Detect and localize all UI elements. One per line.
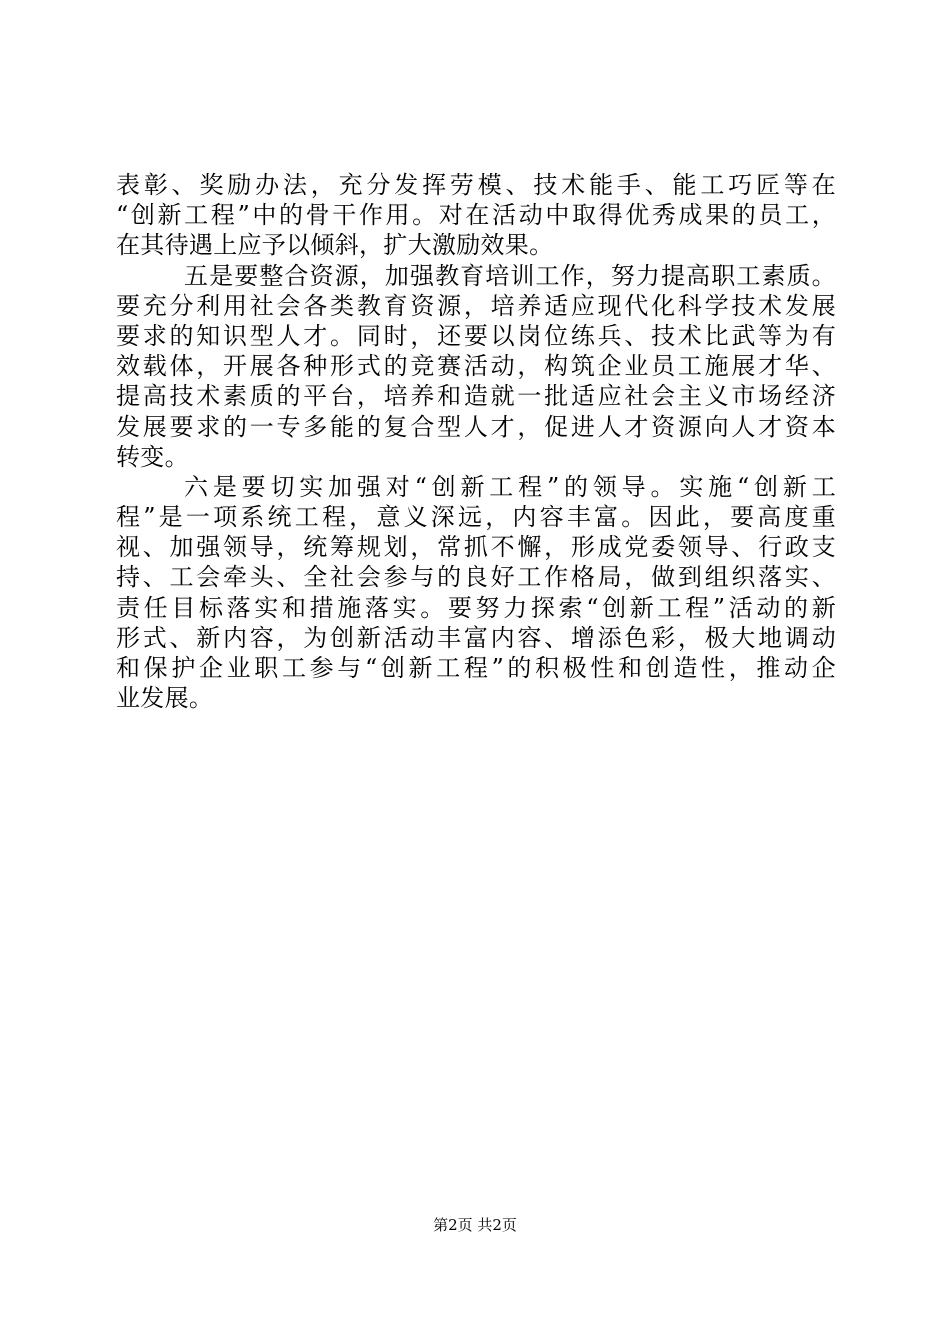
- text-line: 要充分利用社会各类教育资源，培养适应现代化科学技术发展: [116, 291, 836, 320]
- document-body: [116, 170, 836, 713]
- text-line: 效载体，开展各种形式的竞赛活动，构筑企业员工施展才华、: [116, 352, 836, 381]
- page-footer: [0, 1215, 950, 1235]
- page-number-label: 第2页 共2页: [433, 1216, 517, 1234]
- text-line: 转变。: [116, 442, 189, 471]
- text-line: 持、工会牵头、全社会参与的良好工作格局，做到组织落实、: [116, 563, 836, 592]
- text-line: 程”是一项系统工程，意义深远，内容丰富。因此，要高度重: [116, 503, 836, 532]
- text-line: 业发展。: [116, 684, 214, 713]
- text-line: “创新工程”中的骨干作用。对在活动中取得优秀成果的员工，: [116, 201, 836, 230]
- text-line: 发展要求的一专多能的复合型人才，促进人才资源向人才资本: [116, 412, 836, 441]
- text-line: 五是要整合资源，加强教育培训工作，努力提高职工素质。: [184, 261, 836, 290]
- text-line: 表彰、奖励办法，充分发挥劳模、技术能手、能工巧匠等在: [116, 171, 836, 199]
- text-line: 六是要切实加强对“创新工程”的领导。实施“创新工: [184, 472, 836, 501]
- text-line: 和保护企业职工参与“创新工程”的积极性和创造性，推动企: [116, 654, 836, 682]
- text-line: 要求的知识型人才。同时，还要以岗位练兵、技术比武等为有: [116, 321, 836, 350]
- text-line: 视、加强领导，统筹规划，常抓不懈，形成党委领导、行政支: [116, 533, 836, 562]
- text-line: 责任目标落实和措施落实。要努力探索“创新工程”活动的新: [116, 593, 836, 622]
- text-line: 提高技术素质的平台，培养和造就一批适应社会主义市场经济: [116, 382, 836, 411]
- text-line: 在其待遇上应予以倾斜，扩大激励效果。: [116, 231, 554, 260]
- text-line: 形式、新内容，为创新活动丰富内容、增添色彩，极大地调动: [116, 623, 836, 652]
